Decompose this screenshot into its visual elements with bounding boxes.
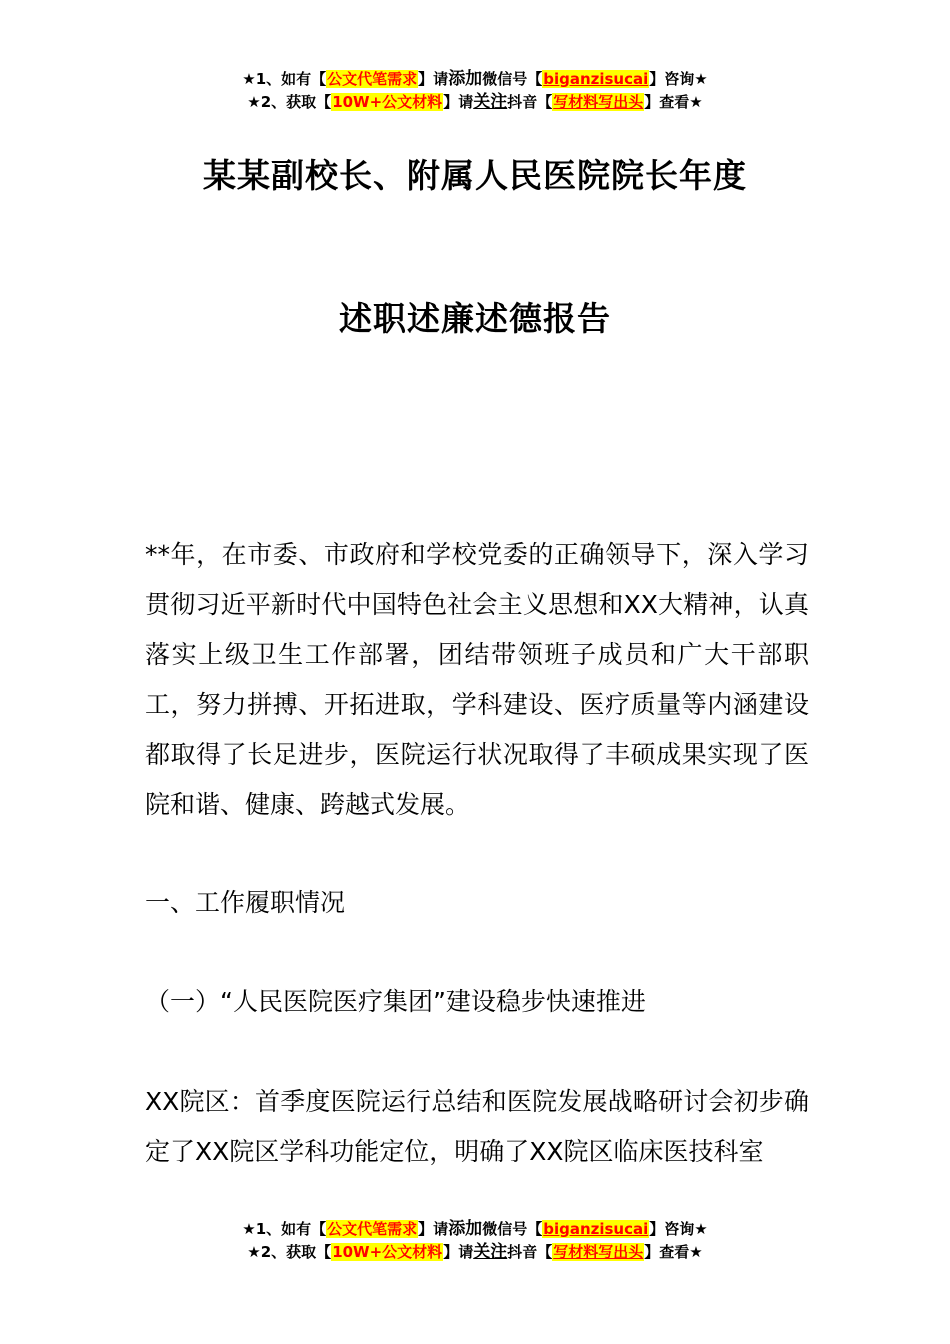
header-promo-banner [0, 68, 950, 114]
promo-emphasis: 添加 [448, 69, 483, 89]
promo-text: 微信号【 [482, 70, 543, 88]
promo-text: 】请 [418, 70, 449, 88]
promo-emphasis: 关注 [473, 1242, 508, 1262]
intro-paragraph: **年，在市委、市政府和学校党委的正确领导下，深入学习贯彻习近平新时代中国特色社会主义思想和XX大精神，认真落实上级卫生工作部署，团结带领班子成员和广大干部职工，努力拼搏、开拓进取，学科建设、医疗质量等内涵建设都取得了长足进步，医院运行状况取得了丰硕成果实现了医院和谐、健康、跨越式发展。 [145, 540, 809, 819]
promo-text: 】查看★ [644, 93, 703, 111]
body-paragraph: XX院区：首季度医院运行总结和医院发展战略研讨会初步确定了XX院区学科功能定位，明确了XX院区临床医技科室 [145, 1087, 809, 1166]
promo-text: ★2、获取【 [247, 1243, 332, 1261]
promo-text: ★1、如有【 [242, 1220, 327, 1238]
promo-text: ★1、如有【 [242, 70, 327, 88]
promo-line-1 [0, 68, 950, 91]
promo-highlight: 10W+公文材料 [332, 1243, 443, 1261]
promo-text: 】请 [418, 1220, 449, 1238]
subsection-heading: （一）“人民医院医疗集团”建设稳步快速推进 [145, 987, 646, 1016]
promo-text: 微信号【 [482, 1220, 543, 1238]
section-heading: 一、工作履职情况 [145, 888, 346, 917]
document-title-line-1: 某某副校长、附属人民医院院长年度 [203, 156, 747, 195]
promo-highlight: 公文代笔需求 [327, 70, 418, 88]
promo-highlight: 公文代笔需求 [327, 1220, 418, 1238]
promo-emphasis: 关注 [473, 92, 508, 112]
promo-douyin-id: 写材料写出头 [553, 93, 644, 111]
promo-line-2 [0, 1241, 950, 1264]
footer-promo-banner [0, 1218, 950, 1264]
promo-emphasis: 添加 [448, 1219, 483, 1239]
promo-text: 】查看★ [644, 1243, 703, 1261]
document-title-line-2: 述职述廉述德报告 [339, 299, 611, 338]
promo-text: 】咨询★ [649, 70, 708, 88]
promo-text: 抖音【 [507, 1243, 553, 1261]
promo-text: 】请 [443, 93, 474, 111]
promo-wechat-id: biganzisucai [543, 1220, 649, 1238]
promo-text: 抖音【 [507, 93, 553, 111]
promo-text: 】请 [443, 1243, 474, 1261]
promo-text: ★2、获取【 [247, 93, 332, 111]
promo-text: 】咨询★ [649, 1220, 708, 1238]
promo-wechat-id: biganzisucai [543, 70, 649, 88]
promo-douyin-id: 写材料写出头 [553, 1243, 644, 1261]
promo-line-1 [0, 1218, 950, 1241]
promo-highlight: 10W+公文材料 [332, 93, 443, 111]
promo-line-2 [0, 91, 950, 114]
